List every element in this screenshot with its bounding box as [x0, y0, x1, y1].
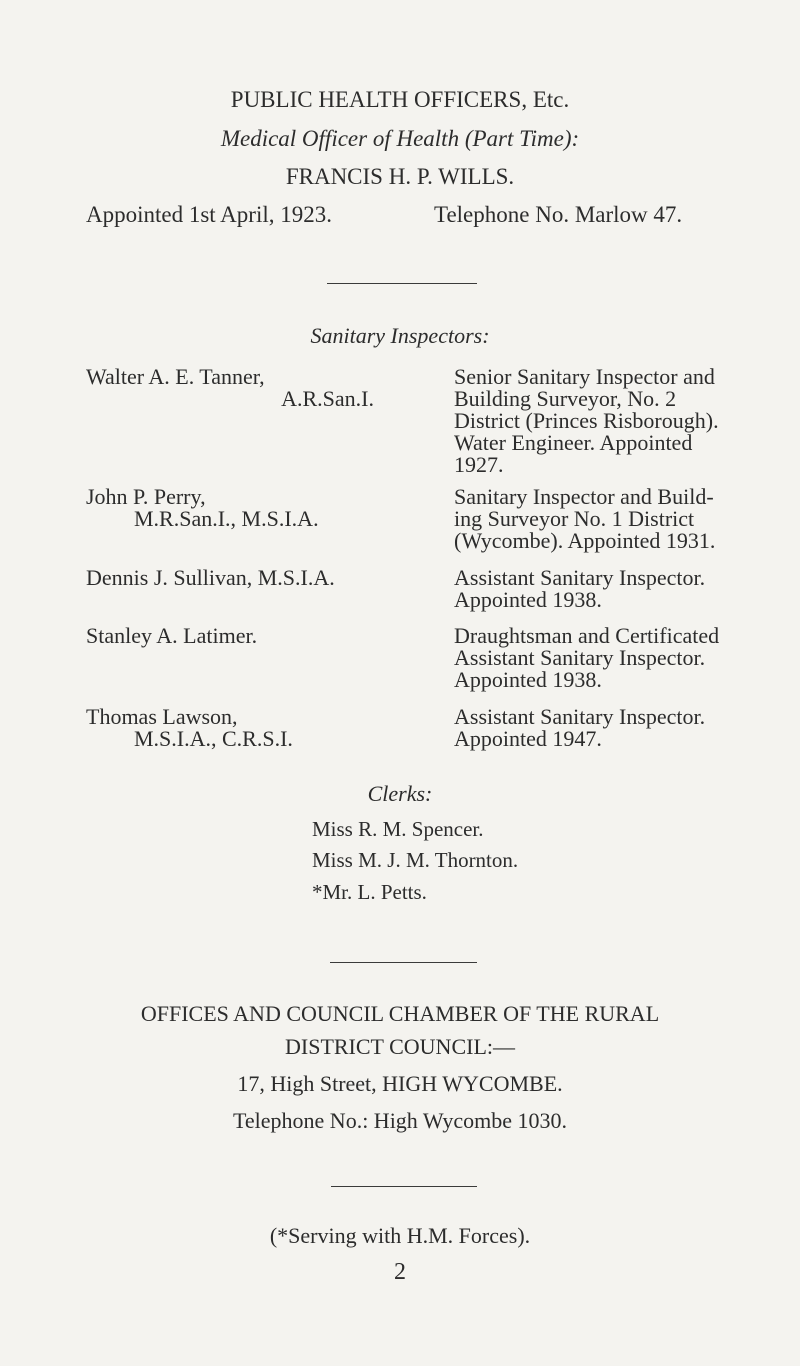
sanitary-heading: Sanitary Inspectors: — [310, 323, 490, 348]
inspector-name — [86, 486, 436, 530]
page-number: 2 — [394, 1259, 406, 1285]
description-line: Draughtsman and Certificated — [454, 623, 720, 648]
description-line: Building Surveyor, No. 2 — [454, 386, 677, 411]
inspector-name-line: Dennis J. Sullivan, M.S.I.A. — [86, 565, 335, 590]
description-line: Assistant Sanitary Inspector. — [454, 704, 706, 729]
description-line: District (Princes Risborough). — [454, 408, 719, 433]
description-line: Sanitary Inspector and Build- — [454, 484, 714, 509]
inspector-name — [86, 567, 436, 589]
officer-role: Medical Officer of Health (Part Time): — [220, 126, 580, 151]
inspector-description — [454, 706, 766, 750]
inspector-description — [454, 625, 766, 691]
inspector-name-line: John P. Perry, — [86, 484, 206, 509]
inspector-qualification: M.S.I.A., C.R.S.I. — [134, 726, 293, 751]
description-line: Water Engineer. Appointed — [454, 430, 693, 455]
description-line: ing Surveyor No. 1 District — [454, 506, 695, 531]
footnote: (*Serving with H.M. Forces). — [269, 1223, 531, 1248]
clerk-name: *Mr. L. Petts. — [312, 880, 427, 904]
offices-heading-line2: DISTRICT COUNCIL:— — [285, 1034, 515, 1059]
offices-heading-line1: OFFICES AND COUNCIL CHAMBER OF THE RURAL — [140, 1001, 660, 1026]
inspector-name — [86, 366, 436, 410]
description-line: Appointed 1938. — [454, 667, 602, 692]
inspector-qualification: M.R.San.I., M.S.I.A. — [134, 506, 319, 531]
divider — [330, 962, 477, 963]
inspector-name-line: Walter A. E. Tanner, — [86, 364, 265, 389]
inspector-name-line: Stanley A. Latimer. — [86, 623, 258, 648]
clerk-name: Miss R. M. Spencer. — [312, 817, 484, 841]
officer-telephone: Telephone No. Marlow 47. — [434, 202, 683, 227]
divider — [331, 1186, 477, 1187]
inspector-qualification: A.R.San.I. — [281, 386, 374, 411]
inspector-name-line: Thomas Lawson, — [86, 704, 238, 729]
description-line: Appointed 1938. — [454, 587, 602, 612]
clerk-name: Miss M. J. M. Thornton. — [312, 848, 519, 872]
divider — [327, 283, 477, 284]
inspector-description — [454, 366, 766, 476]
offices-address: 17, High Street, HIGH WYCOMBE. — [237, 1071, 563, 1096]
description-line: Assistant Sanitary Inspector. — [454, 645, 706, 670]
description-line: Appointed 1947. — [454, 726, 602, 751]
clerks-heading: Clerks: — [367, 781, 433, 806]
description-line: (Wycombe). Appointed 1931. — [454, 528, 716, 553]
inspector-description — [454, 486, 766, 552]
description-line: Senior Sanitary Inspector and — [454, 364, 715, 389]
offices-telephone: Telephone No.: High Wycombe 1030. — [233, 1108, 567, 1133]
officer-appointed: Appointed 1st April, 1923. — [86, 202, 332, 227]
officer-name: FRANCIS H. P. WILLS. — [285, 164, 515, 189]
inspector-name — [86, 625, 436, 647]
inspector-name — [86, 706, 436, 750]
inspector-description — [454, 567, 766, 611]
description-line: Assistant Sanitary Inspector. — [454, 565, 706, 590]
description-line: 1927. — [454, 452, 504, 477]
page-title: PUBLIC HEALTH OFFICERS, Etc. — [230, 87, 570, 112]
